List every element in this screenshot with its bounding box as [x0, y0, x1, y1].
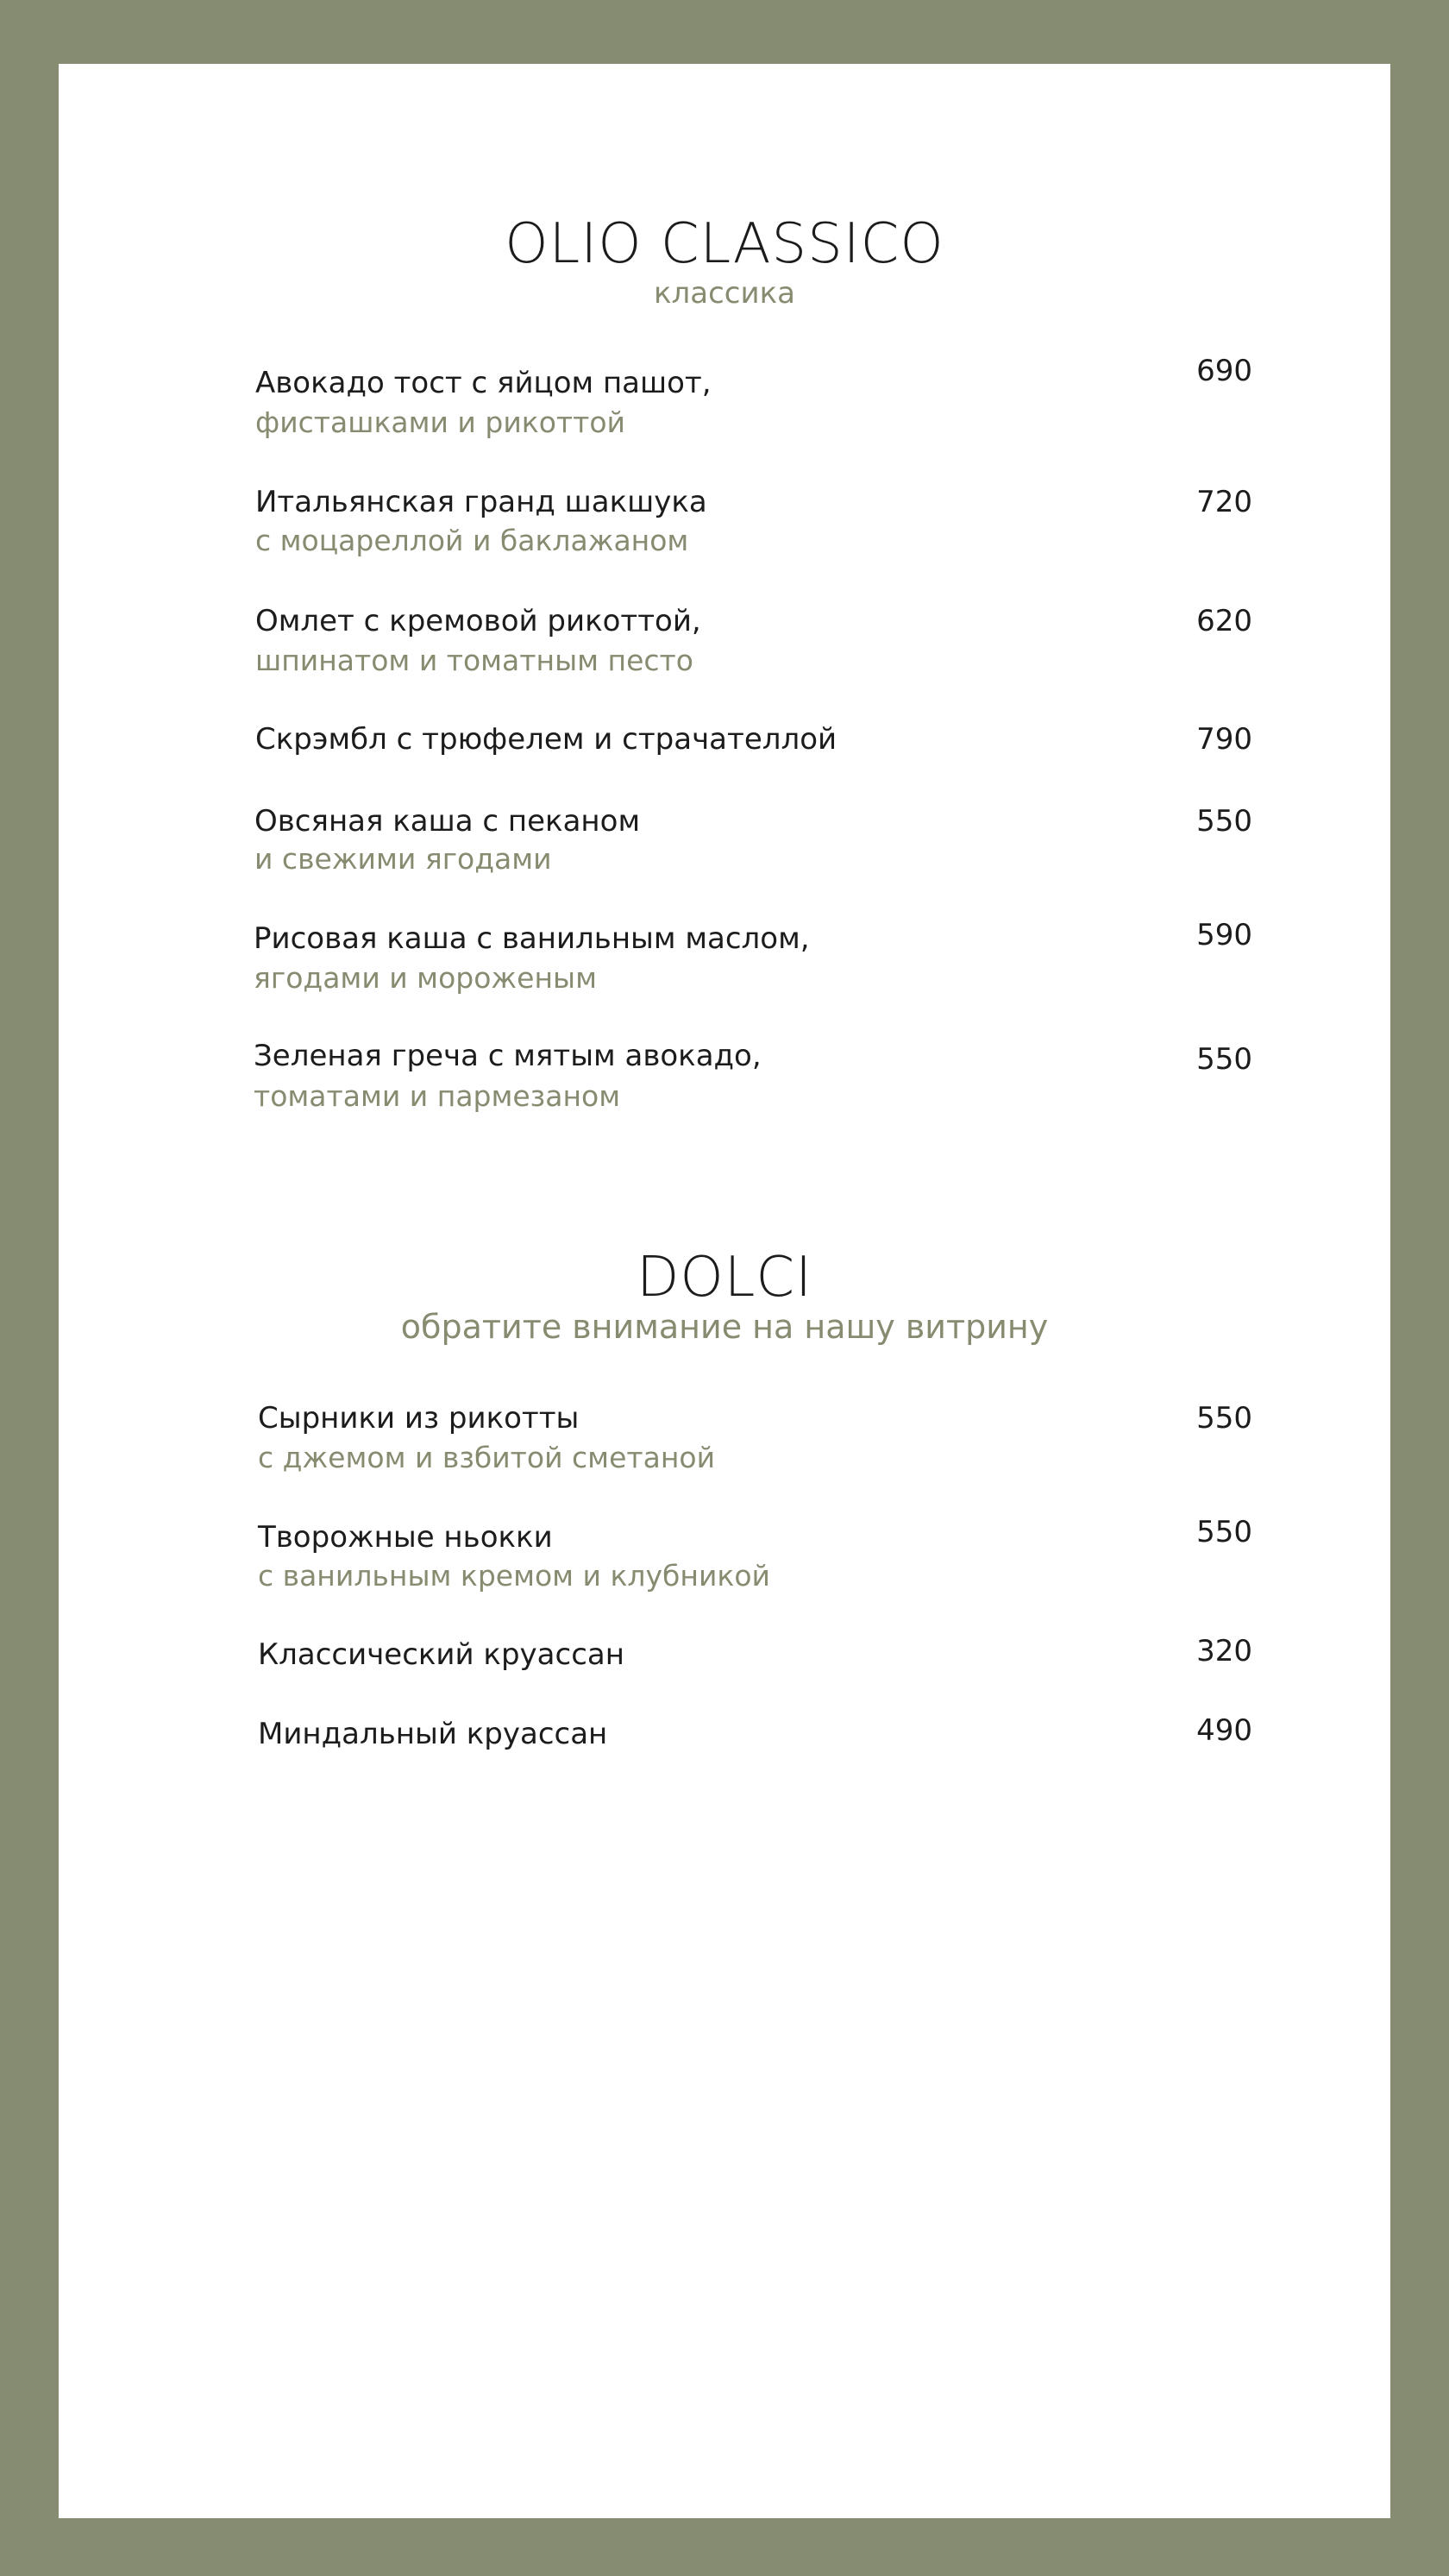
- item-name: Итальянская гранд шакшука: [255, 485, 707, 519]
- item-price: 320: [1196, 1634, 1252, 1668]
- item-price: 720: [1196, 485, 1252, 519]
- item-name: Зеленая греча с мятым авокадо,: [254, 1039, 762, 1073]
- item-name: Сырники из рикотты: [258, 1401, 580, 1436]
- item-name: Классический круассан: [258, 1637, 624, 1672]
- item-description: с ванильным кремом и клубникой: [258, 1559, 770, 1593]
- item-price: 690: [1196, 354, 1252, 388]
- item-name: Творожные ньокки: [258, 1520, 553, 1555]
- section-title: DOLCI: [637, 1246, 812, 1310]
- item-description: с моцареллой и баклажаном: [255, 524, 689, 557]
- item-description: и свежими ягодами: [254, 842, 552, 876]
- item-price: 790: [1196, 722, 1252, 757]
- item-price: 620: [1196, 604, 1252, 638]
- item-name: Рисовая каша с ванильным маслом,: [254, 921, 810, 956]
- item-price: 550: [1196, 1042, 1252, 1077]
- item-description: фисташками и рикоттой: [255, 405, 625, 439]
- item-name: Скрэмбл с трюфелем и страчателлой: [255, 722, 837, 757]
- item-description: с джемом и взбитой сметаной: [258, 1441, 716, 1474]
- item-name: Миндальный круассан: [258, 1717, 608, 1751]
- item-name: Омлет с кремовой рикоттой,: [255, 604, 701, 638]
- item-price: 490: [1196, 1713, 1252, 1748]
- item-description: шпинатом и томатным песто: [255, 644, 693, 677]
- section-subtitle: классика: [654, 276, 795, 311]
- item-price: 590: [1196, 918, 1252, 952]
- item-name: Овсяная каша с пеканом: [254, 804, 641, 839]
- item-description: ягодами и мороженым: [254, 961, 597, 995]
- section-title: OLIO CLASSICO: [505, 212, 944, 276]
- menu-sheet: [59, 64, 1390, 2518]
- item-price: 550: [1196, 804, 1252, 839]
- item-description: томатами и пармезаном: [254, 1079, 621, 1113]
- item-price: 550: [1196, 1515, 1252, 1549]
- section-subtitle: обратите внимание на нашу витрину: [400, 1308, 1049, 1346]
- item-price: 550: [1196, 1401, 1252, 1436]
- item-name: Авокадо тост с яйцом пашот,: [255, 366, 712, 400]
